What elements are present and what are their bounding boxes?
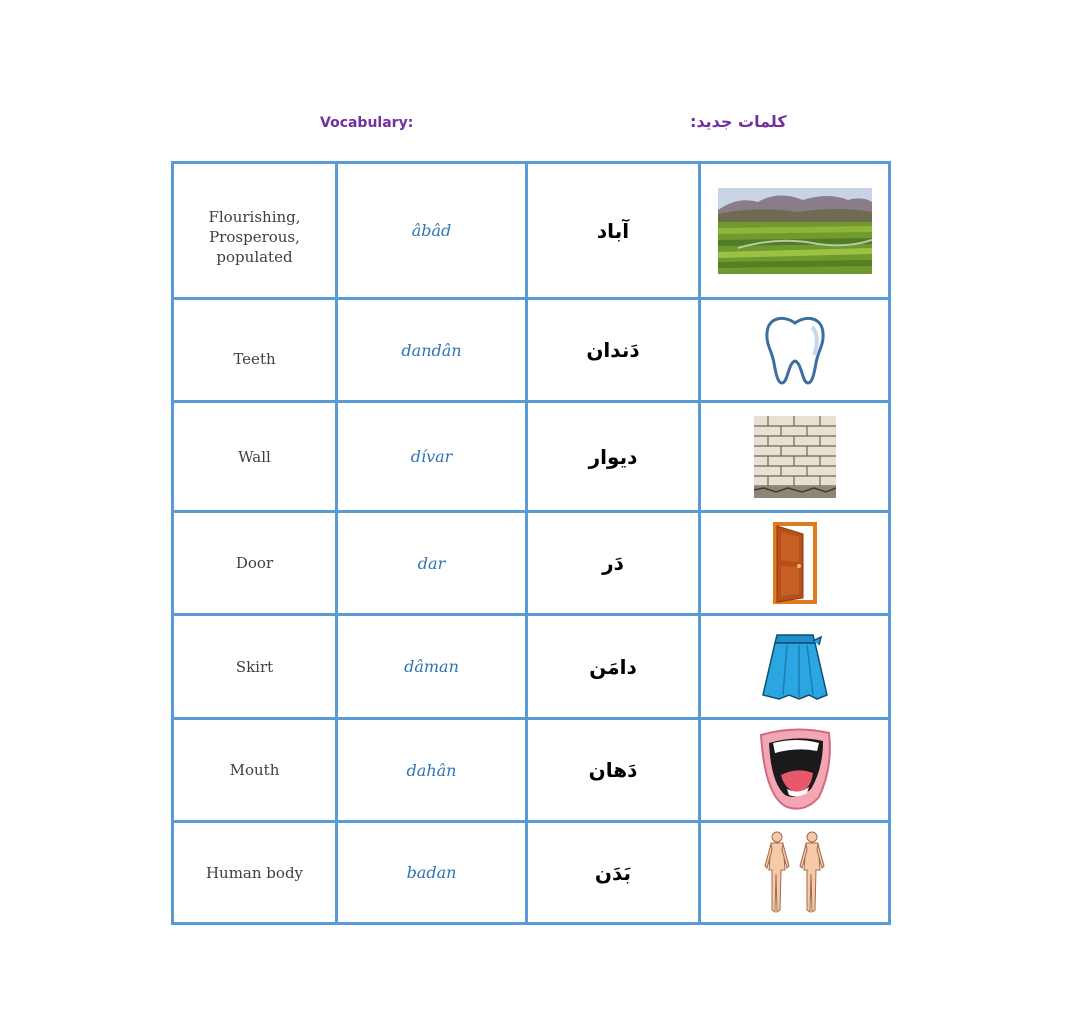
- table-row: [173, 822, 890, 924]
- persian-word: دامَن: [589, 654, 637, 679]
- table-row: [173, 299, 890, 402]
- persian-cell: [527, 719, 700, 822]
- transliteration-cell: [337, 822, 527, 924]
- meaning-text: Teeth: [233, 350, 276, 368]
- meaning-cell: [173, 163, 337, 299]
- vocabulary-table: [171, 161, 891, 925]
- image-cell: [700, 822, 890, 924]
- image-cell: [700, 615, 890, 719]
- persian-word: آباد: [596, 218, 630, 243]
- meaning-cell: [173, 615, 337, 719]
- transliteration-cell: [337, 615, 527, 719]
- meaning-text: Door: [235, 554, 274, 572]
- table-row: [173, 402, 890, 512]
- transliteration-text: dívar: [410, 447, 453, 466]
- meaning-cell: [173, 719, 337, 822]
- tooth-icon: [764, 315, 826, 385]
- table-row: [173, 615, 890, 719]
- skirt-icon: [759, 631, 831, 703]
- open-door-icon: [773, 522, 817, 604]
- transliteration-text: dâman: [404, 657, 459, 676]
- persian-cell: [527, 402, 700, 512]
- meaning-text: Flourishing, Prosperous, populated: [208, 207, 301, 266]
- meaning-text: Mouth: [229, 761, 280, 779]
- meaning-text: Human body: [205, 863, 304, 882]
- table-row: [173, 163, 890, 299]
- image-cell: [700, 719, 890, 822]
- transliteration-text: dar: [417, 553, 446, 573]
- transliteration-text: dahân: [406, 760, 457, 780]
- transliteration-text: badan: [406, 863, 457, 882]
- persian-word: دیوار: [588, 444, 638, 469]
- table-row: [173, 719, 890, 822]
- meaning-text: Skirt: [235, 657, 274, 676]
- heading-persian: کلمات جدید:: [690, 112, 787, 131]
- persian-cell: [527, 163, 700, 299]
- transliteration-cell: [337, 163, 527, 299]
- persian-cell: [527, 512, 700, 615]
- meaning-cell: [173, 299, 337, 402]
- meaning-cell: [173, 822, 337, 924]
- transliteration-cell: [337, 512, 527, 615]
- image-cell: [700, 402, 890, 512]
- persian-word: دَهان: [588, 758, 638, 782]
- persian-cell: [527, 822, 700, 924]
- image-cell: [700, 299, 890, 402]
- transliteration-cell: [337, 402, 527, 512]
- heading-vocabulary: Vocabulary:: [320, 115, 414, 131]
- transliteration-text: âbâd: [411, 221, 452, 240]
- meaning-cell: [173, 512, 337, 615]
- meaning-cell: [173, 402, 337, 512]
- image-cell: [700, 163, 890, 299]
- transliteration-cell: [337, 299, 527, 402]
- transliteration-text: dandân: [401, 340, 462, 360]
- persian-cell: [527, 615, 700, 719]
- persian-cell: [527, 299, 700, 402]
- persian-word: دَندان: [586, 338, 640, 362]
- persian-word: بَدَن: [594, 860, 632, 885]
- table-row: [173, 512, 890, 615]
- landscape-icon: [718, 188, 872, 274]
- persian-word: دَر: [602, 551, 624, 575]
- brick-wall-icon: [754, 416, 836, 498]
- meaning-text: Wall: [238, 447, 271, 466]
- open-mouth-icon: [757, 727, 833, 813]
- transliteration-cell: [337, 719, 527, 822]
- human-body-icon: [760, 830, 830, 916]
- image-cell: [700, 512, 890, 615]
